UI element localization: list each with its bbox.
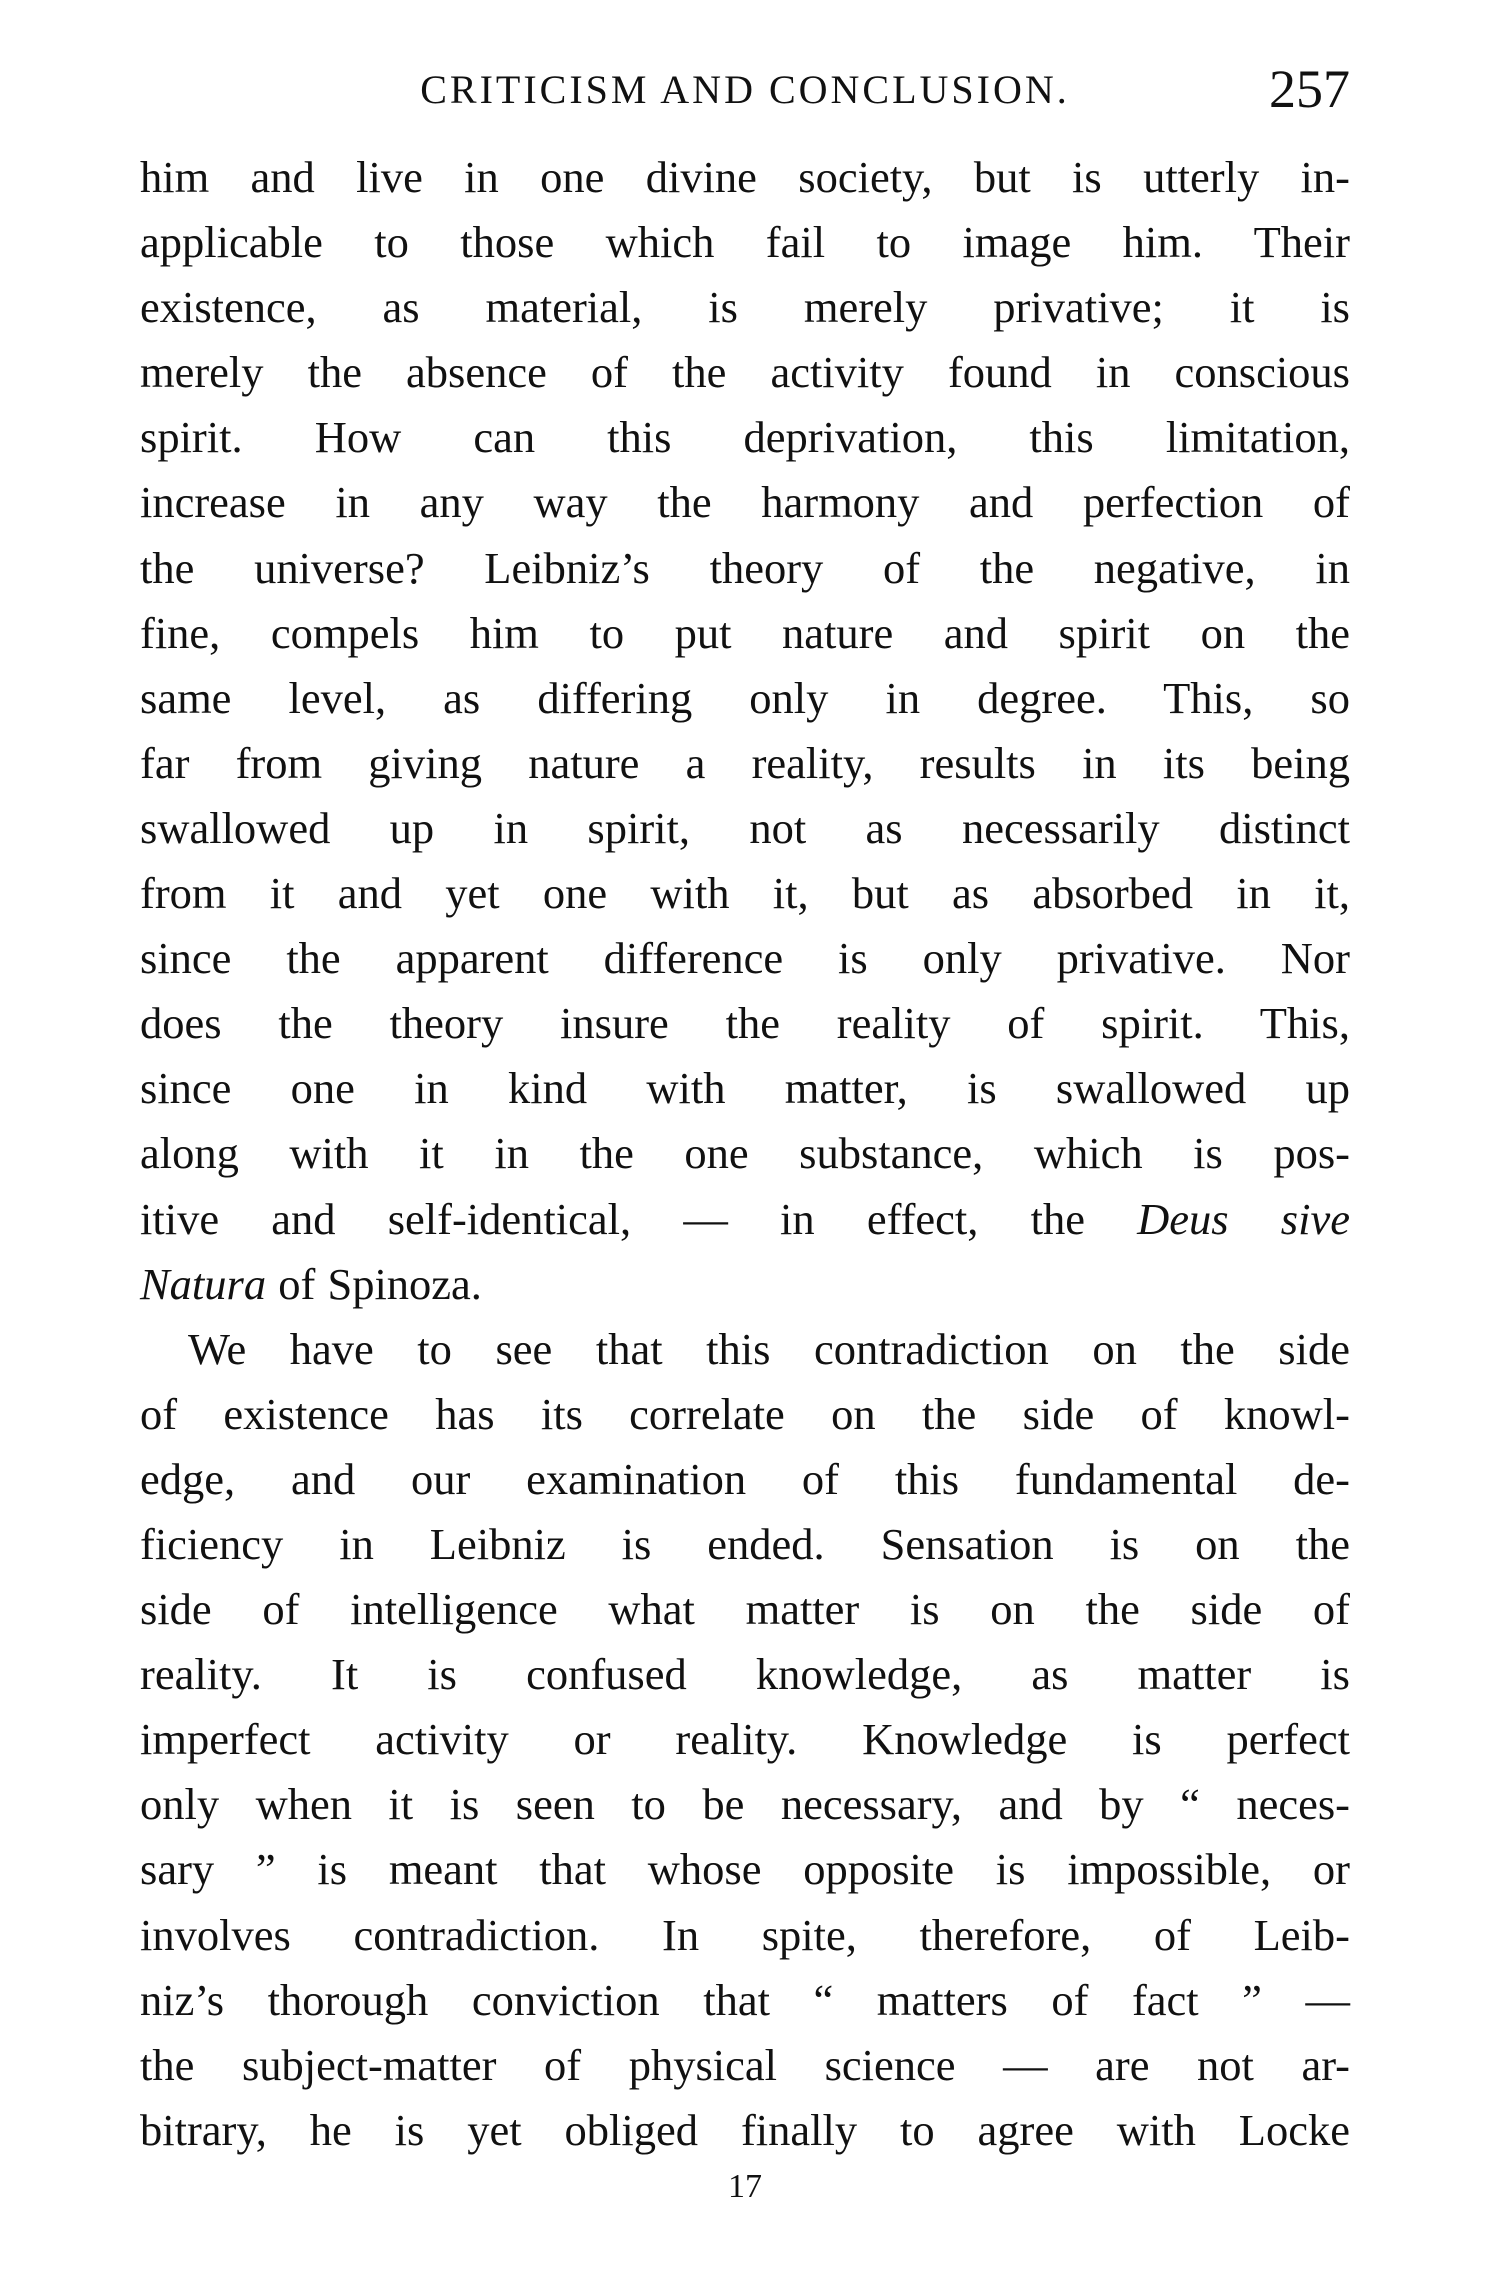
text-line: since the apparent difference is only privative. Nor: [140, 933, 1350, 984]
text-line: does the theory insure the reality of spirit. This,: [140, 998, 1350, 1049]
text-line: increase in any way the harmony and perfection of: [140, 477, 1350, 528]
text-line: same level, as differing only in degree. This, so: [140, 672, 1350, 723]
text-line: the subject-matter of physical science — are not ar-: [140, 2039, 1350, 2090]
italic-phrase: Deus sive: [1137, 1193, 1350, 1244]
text-line: spirit. How can this deprivation, this limitation,: [140, 412, 1350, 463]
text-line: edge, and our examination of this fundamental de-: [140, 1453, 1350, 1504]
text-line: of existence has its correlate on the side of knowl-: [140, 1388, 1350, 1439]
text-line: imperfect activity or reality. Knowledge is perfect: [140, 1714, 1350, 1765]
text-line: the universe? Leibniz’s theory of the negative, in: [140, 542, 1350, 593]
text-line: far from giving nature a reality, results in its being: [140, 737, 1350, 788]
page-number: 257: [1269, 59, 1350, 119]
text-line: bitrary, he is yet obliged finally to agree with Locke: [140, 2104, 1350, 2155]
text-line: niz’s thorough conviction that “ matters of fact ” —: [140, 1974, 1350, 2025]
text-line: We have to see that this contradiction on the side: [188, 1323, 1350, 1374]
text-line: along with it in the one substance, which is pos-: [140, 1128, 1350, 1179]
running-title: CRITICISM AND CONCLUSION.: [420, 67, 1070, 112]
text-line: reality. It is confused knowledge, as matter is: [140, 1649, 1350, 1700]
text-line-with-italic: [140, 1252, 1350, 1317]
text-line: sary ” is meant that whose opposite is impossible, or: [140, 1844, 1350, 1895]
text-fragment: itive and self-identical, — in effect, the: [140, 1193, 1138, 1244]
text-line: applicable to those which fail to image him. Their: [140, 217, 1350, 268]
italic-phrase: Natura: [140, 1258, 267, 1309]
text-line: since one in kind with matter, is swallowed up: [140, 1063, 1350, 1114]
text-line: swallowed up in spirit, not as necessarily distinct: [140, 802, 1350, 853]
signature-mark: 17: [728, 2168, 762, 2205]
running-head: [140, 58, 1350, 128]
text-line: side of intelligence what matter is on the side of: [140, 1584, 1350, 1635]
text-line: him and live in one divine society, but is utterly in-: [140, 152, 1350, 202]
text-line: merely the absence of the activity found in conscious: [140, 347, 1350, 398]
text-line: only when it is seen to be necessary, and by “ neces-: [140, 1779, 1350, 1830]
body-text: [140, 145, 1350, 2163]
text-line: from it and yet one with it, but as absorbed in it,: [140, 868, 1350, 919]
text-line: fine, compels him to put nature and spirit on the: [140, 607, 1350, 658]
text-line: involves contradiction. In spite, therefore, of Leib-: [140, 1909, 1350, 1960]
paragraph-1: [140, 145, 1350, 1317]
paragraph-2: [140, 1317, 1350, 2163]
text-line: existence, as material, is merely privative; it is: [140, 282, 1350, 333]
text-line: ficiency in Leibniz is ended. Sensation is on the: [140, 1518, 1350, 1569]
text-line-with-italic: [140, 1187, 1350, 1252]
text-fragment: of Spinoza.: [266, 1258, 482, 1309]
